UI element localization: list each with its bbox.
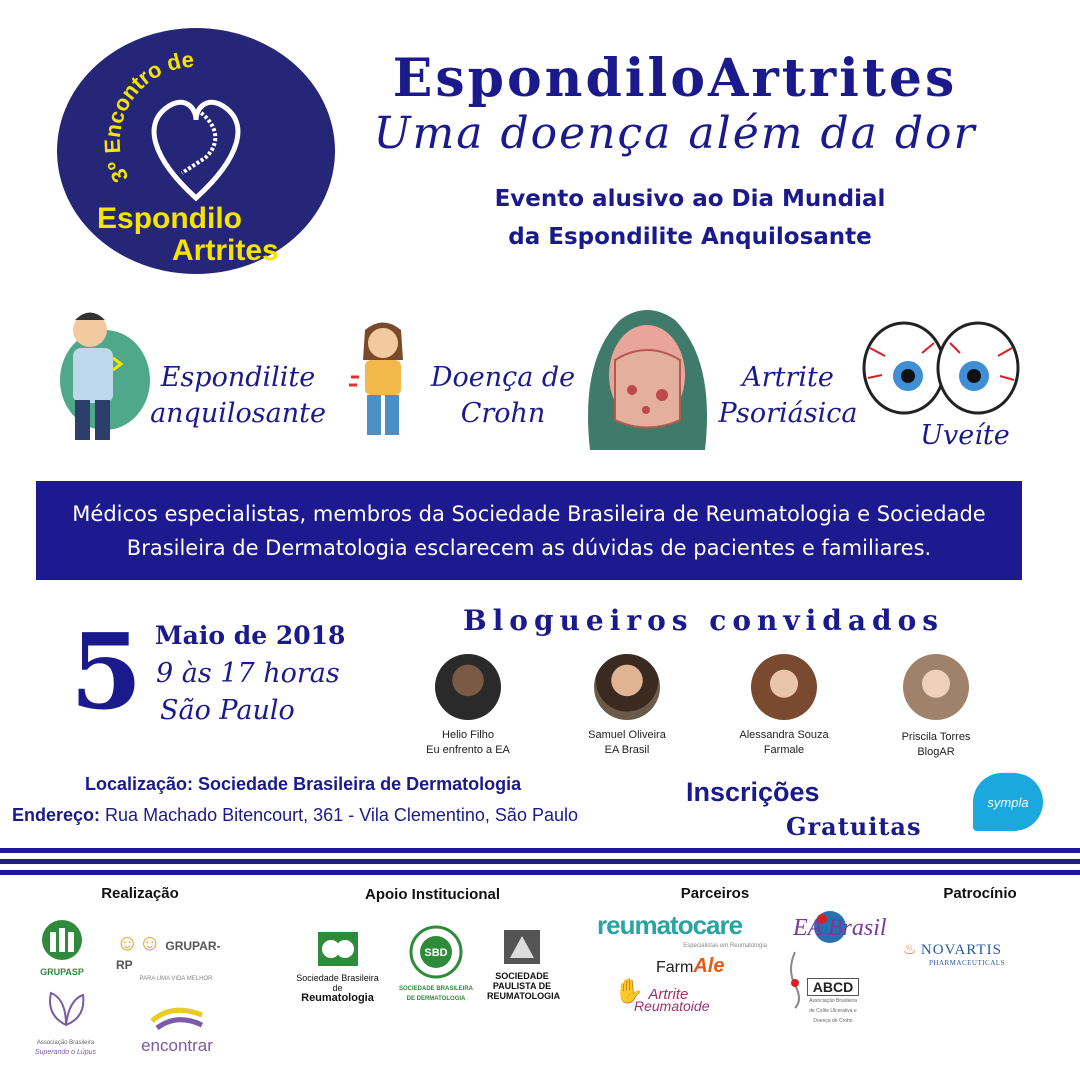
farmale-part2: Ale bbox=[693, 955, 725, 977]
sbr-icon bbox=[316, 930, 360, 968]
bloggers-heading: Blogueiros convidados bbox=[463, 604, 945, 637]
divider-stripe bbox=[0, 870, 1080, 875]
event-month: Maio de 2018 bbox=[155, 621, 346, 650]
page-subtitle: Uma doença além da dor bbox=[373, 108, 977, 159]
abcd-tagline: Associação Brasileira de Colite Ulcerativa e Doença de Crohn bbox=[809, 998, 857, 1024]
avatar bbox=[751, 654, 817, 720]
encontrar-logo bbox=[122, 1003, 232, 1056]
address-text bbox=[12, 805, 578, 826]
disease-crohn-line2: Crohn bbox=[460, 398, 546, 429]
sbr-logo bbox=[290, 930, 385, 1003]
sympla-logo[interactable]: sympla bbox=[973, 773, 1043, 831]
blogger-blog: EA Brasil bbox=[604, 744, 650, 756]
superando-lupus-logo bbox=[33, 985, 98, 1058]
badge-arc-text: 3º Encontro de bbox=[99, 46, 195, 187]
sbd-line2: DE DERMATOLOGIA bbox=[406, 996, 466, 1002]
event-line-2: da Espondilite Anquilosante bbox=[508, 224, 872, 250]
blogger-blog: Eu enfrento a EA bbox=[426, 744, 510, 756]
blogger-card bbox=[398, 654, 538, 758]
abcd-logo bbox=[785, 950, 860, 1026]
reumatocare-logo bbox=[597, 910, 767, 951]
blogger-blog: BlogAR bbox=[917, 746, 955, 758]
event-badge bbox=[57, 28, 335, 274]
sbd-line1: SOCIEDADE BRASILEIRA bbox=[398, 986, 473, 992]
farmale-logo bbox=[656, 955, 776, 978]
encontrar-label: encontrar bbox=[141, 1036, 213, 1055]
disease-psoriasica-line1: Artrite bbox=[742, 362, 834, 393]
sbd-logo bbox=[396, 925, 476, 1004]
spr-crest-icon bbox=[502, 928, 542, 966]
banner-line-1: Médicos especialistas, membros da Sociedade Brasileira de Reumatologia e Sociedade bbox=[72, 501, 986, 526]
heading-apoio: Apoio Institucional bbox=[365, 886, 500, 903]
ea-brasil-logo bbox=[790, 905, 887, 953]
heading-parceiros: Parceiros bbox=[680, 885, 750, 902]
disease-crohn-line1: Doença de bbox=[430, 362, 576, 393]
disease-espondilite-line2: anquilosante bbox=[150, 398, 326, 429]
novartis-label: NOVARTIS bbox=[920, 942, 1002, 958]
abcd-figure-icon bbox=[785, 950, 805, 1010]
divider-stripe bbox=[0, 848, 1080, 853]
artrite-line1: Artrite bbox=[648, 986, 689, 1003]
event-hours: 9 às 17 horas bbox=[156, 658, 340, 689]
red-eyes-illustration bbox=[862, 318, 1020, 413]
event-day: 5 bbox=[70, 610, 143, 733]
avatar bbox=[903, 654, 969, 720]
disease-label-uveite: Uveíte bbox=[920, 420, 1010, 451]
disease-label-crohn bbox=[428, 360, 578, 432]
avatar bbox=[594, 654, 660, 720]
artrite-line2: Reumatoide bbox=[634, 998, 710, 1014]
blogger-blog: Farmale bbox=[763, 744, 805, 756]
novartis-logo bbox=[903, 940, 1023, 967]
divider-stripe bbox=[0, 859, 1080, 864]
sbr-line2: Reumatologia bbox=[301, 992, 374, 1004]
blogger-name: Samuel Oliveira bbox=[588, 729, 666, 741]
address-value: Rua Machado Bitencourt, 361 - Vila Clementino, São Paulo bbox=[105, 805, 578, 825]
grupasp-label: GRUPASP bbox=[40, 967, 84, 977]
blogger-card bbox=[866, 654, 1006, 760]
blogger-name: Helio Filho bbox=[442, 729, 494, 741]
encontrar-swoosh-icon bbox=[147, 1003, 207, 1033]
grupar-logo bbox=[116, 930, 236, 984]
badge-word2: Artrites bbox=[172, 234, 279, 267]
sbd-seal-text: SBD bbox=[424, 947, 448, 959]
man-back-pain-illustration bbox=[45, 300, 155, 445]
grupasp-icon bbox=[34, 918, 90, 962]
grupar-label: GRUPAR-RP bbox=[116, 939, 221, 972]
disease-label-psoriasica bbox=[708, 360, 868, 432]
disease-espondilite-line1: Espondilite bbox=[160, 362, 316, 393]
superando-line2: Superando o Lúpus bbox=[34, 1049, 97, 1056]
sbd-seal-icon bbox=[409, 925, 463, 979]
blogger-name: Priscila Torres bbox=[901, 731, 971, 743]
woman-covering-face-illustration bbox=[580, 300, 715, 455]
info-banner bbox=[36, 481, 1022, 580]
reumatocare-tagline: Especialistas em Reumatologia bbox=[683, 943, 767, 949]
abcd-label: ABCD bbox=[807, 978, 859, 996]
heading-realizacao: Realização bbox=[101, 885, 179, 902]
superando-line1: Associação Brasileira bbox=[36, 1040, 95, 1046]
blogger-card bbox=[714, 654, 854, 758]
grupar-tagline: PARA UMA VIDA MELHOR bbox=[139, 976, 213, 982]
spr-line2: PAULISTA DE bbox=[492, 981, 552, 991]
spr-line3: REUMATOLOGIA bbox=[487, 991, 561, 1001]
farmale-part1: Farm bbox=[656, 959, 694, 976]
blogger-card bbox=[557, 654, 697, 758]
grupar-figures-icon: ☺☺ bbox=[116, 930, 161, 955]
heading-patrocinio: Patrocínio bbox=[943, 885, 1017, 902]
artrite-reumatoide-logo bbox=[614, 977, 734, 1014]
novartis-flame-icon: ♨ bbox=[903, 941, 917, 958]
grupasp-logo bbox=[32, 918, 92, 977]
spr-logo bbox=[487, 928, 561, 1001]
disease-label-espondilite bbox=[148, 360, 328, 432]
disease-psoriasica-line2: Psoriásica bbox=[718, 398, 858, 429]
ea-brasil-icon bbox=[790, 905, 887, 953]
ea-brasil-text: EA Brasil bbox=[793, 915, 887, 941]
avatar bbox=[435, 654, 501, 720]
event-city: São Paulo bbox=[160, 695, 295, 726]
location-text: Localização: Sociedade Brasileira de Dermatologia bbox=[85, 774, 522, 794]
event-line-1: Evento alusivo ao Dia Mundial bbox=[494, 186, 886, 212]
spr-line1: SOCIEDADE bbox=[495, 971, 549, 981]
registration-line-2: Gratuitas bbox=[786, 812, 922, 841]
sbr-line1: Sociedade Brasileira de bbox=[296, 973, 379, 993]
blogger-name: Alessandra Souza bbox=[739, 729, 829, 741]
page-title: EspondiloArtrites bbox=[392, 48, 958, 109]
badge-word1: Espondilo bbox=[97, 202, 242, 235]
address-label: Endereço: bbox=[12, 805, 101, 825]
registration-line-1: Inscrições bbox=[686, 777, 820, 807]
reumatocare-label: reumatocare bbox=[597, 910, 743, 940]
woman-stomach-pain-illustration bbox=[343, 315, 423, 440]
novartis-tagline: PHARMACEUTICALS bbox=[929, 959, 1005, 967]
butterfly-icon bbox=[41, 985, 91, 1033]
banner-line-2: Brasileira de Dermatologia esclarecem as dúvidas de pacientes e familiares. bbox=[126, 535, 932, 560]
hand-icon: ✋ bbox=[614, 978, 644, 1005]
